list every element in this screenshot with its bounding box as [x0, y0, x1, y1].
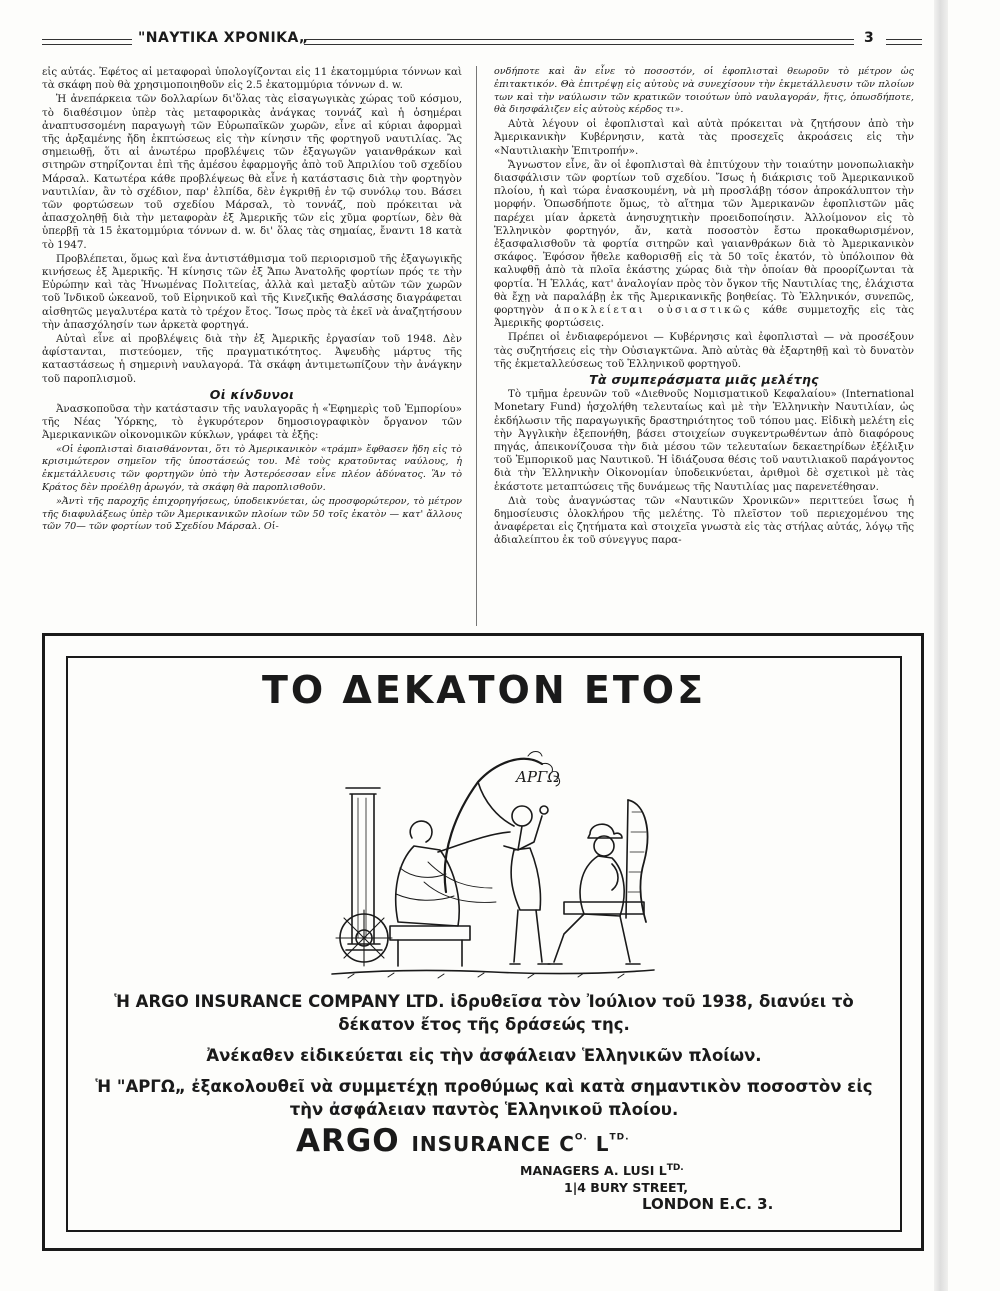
quoted-paragraph: «Οἱ ἐφοπλισταὶ διαισθάνονται, ὅτι τὸ Ἀμερικανικὸν «τράμπ» ἔφθασεν ἤδη εἰς τὸ κρισιμώτερον σημεῖον τῆς ὑποστάσεώς του. Μὲ τοὺς κρατοῦντας ναύλους, ἡ ἐκμετάλλευσις τῶν φορτηγῶν ὑπὸ τὴν Ἀστερόεσσαν εἶνε πλέον ἀδύνατος. Ἂν τὸ Κράτος δὲν προέλθῃ ἀρωγόν, τὰ σκάφη θὰ παροπλισθοῦν. [42, 443, 462, 494]
illustration-label: ΑΡΓΩ [516, 768, 560, 786]
brand-l: L [587, 1132, 610, 1156]
page-header [42, 30, 922, 52]
brand-rest: INSURANCE C [411, 1132, 575, 1156]
article-paragraph: Διὰ τοὺς ἀναγνώστας τῶν «Ναυτικῶν Χρονικῶν» περιττεύει ἴσως ἡ δημοσίευσις ὁλοκλήρου τῆς μελέτης. Τὸ πλεῖστον τοῦ περιεχομένου της ἀναφέρεται εἰς ζητήματα καὶ στοιχεῖα γνωστὰ εἰς τὰς στήλας αὐτάς, λόγῳ τῆς ἀδιαλείπτου ἐκ τοῦ σύνεγγυς παρα- [494, 494, 914, 547]
company-brand-name [296, 1123, 630, 1159]
header-rule-left [42, 39, 132, 45]
header-rule-middle [304, 39, 854, 45]
paragraph-text: Ἄγνωστον εἶνε, ἂν οἱ ἐφοπλισταὶ θὰ ἐπιτύχουν τὴν τοιαύτην μονοπωλιακὴν διασφάλισιν τῶν φορτίων τοῦ σχεδίου. Ἴσως ἡ διάκρισις τοῦ Ἀμερικανικοῦ πλοίου, ἡ καὶ τώρα ἐνασκουμένη, νὰ μὴ προσλάβῃ τόσον ἀπροκάλυπτον τὴν μορφήν. Ὁπωσδήποτε ὅμως, τὸ αἴτημα τῶν Ἀμερικανῶν ἐφοπλιστῶν μᾶς παρέχει μίαν ἀρκετὰ ἀνησυχητικὴν προειδοποίησιν. Ἀλλοίμονον εἰς τὸ Ἑλληνικὸν φορτηγόν, ἄν, κατὰ ποσοστὸν ἔστω προκαθωρισμένον, ἐξασφαλισθοῦν τὰ φορτία σιτηρῶν καὶ γαιανθράκων διὰ τὸ Ἀμερικανικὸν σκάφος. Ἐφόσον ἤθελε καθορισθῇ εἰς τὰ 50 τοῖς ἑκατόν, τὸ ὑπόλοιπον θὰ καλυφθῇ ἀπὸ τὰ πλοῖα ἑκάστης χώρας διὰ τὴν ὁποίαν θὰ προορίζωνται τὰ φορτία. Ἡ Ἑλλάς, κατ' ἀναλογίαν πρὸς τὸν ὄγκον τῆς Ναυτιλίας της, ἐλάχιστα θὰ ἔχῃ νὰ παραλάβῃ ἐκ τῆς Ἀμερικανικῆς βοηθείας. Τὸ Ἑλληνικόν, συνεπῶς, φορτηγὸν [494, 158, 914, 317]
emphasized-text: ἀποκλείεται οὐσιαστικῶς [554, 304, 752, 317]
page-number: 3 [864, 30, 874, 46]
article-paragraph: Αὐταὶ εἶνε αἱ προβλέψεις διὰ τὴν ἐξ Ἀμερικῆς ἐργασίαν τοῦ 1948. Δὲν ἀφίστανται, πιστεύομεν, τῆς πραγματικότητος. Ἀψευδὴς μάρτυς τῆς καταστάσεως ἡ σημερινὴ ναυλαγορά. Τὰ σκάφη ἀντιμετωπίζουν τὴν ἀνάγκην τοῦ παροπλισμοῦ. [42, 333, 462, 385]
address-line [520, 1160, 820, 1179]
address-sup: TD. [666, 1163, 684, 1173]
paragraph-text: κάθε συμμετοχῆς εἰς τὰς Ἀμερικῆς φορτώσεις. [494, 304, 914, 330]
advertisement-paragraph: Ἡ "ΑΡΓΩ„ ἐξακολουθεῖ νὰ συμμετέχῃ προθύμως καὶ κατὰ σημαντικὸν ποσοστὸν εἰς τὴν ἀσφάλειαν παντὸς Ἑλληνικοῦ πλοίου. [95, 1077, 873, 1119]
address-line: 1|4 BURY STREET, [564, 1180, 689, 1196]
address-text: MANAGERS A. LUSI L [520, 1163, 667, 1179]
brand-main: ARGO [296, 1123, 400, 1159]
article-paragraph: Πρέπει οἱ ἐνδιαφερόμενοι — Κυβέρνησις καὶ ἐφοπλισταὶ — νὰ προσέξουν τὰς συζητήσεις εἰς τὴν Οὐσιαγκτῶνα. Ἀπὸ αὐτὰς θὰ ἐξαρτηθῇ καὶ τὸ δυνατὸν τῆς ἐκμεταλλεύσεως τοῦ Ἑλληνικοῦ φορτηγοῦ. [494, 331, 914, 370]
advertisement-paragraph: Ἡ ARGO INSURANCE COMPANY LTD. ἱδρυθεῖσα τὸν Ἰούλιον τοῦ 1938, διανύει τὸ δέκατον ἔτος τῆς δράσεώς της. [114, 992, 854, 1034]
page-spine-shadow [934, 0, 948, 1291]
section-heading: Οἱ κίνδυνοι [209, 386, 295, 402]
article-paragraph: Αὐτὰ λέγουν οἱ ἐφοπλισταὶ καὶ αὐτὰ πρόκειται νὰ ζητήσουν ἀπὸ τὴν Ἀμερικανικὴν Κυβέρνησιν, κατὰ τὰς προσεχεῖς ἀκροάσεις εἰς τὴν «Ναυτιλιακὴν Ἐπιτροπήν». [494, 118, 914, 157]
advertisement-paragraph: Ἀνέκαθεν εἰδικεύεται εἰς τὴν ἀσφάλειαν Ἑλληνικῶν πλοίων. [206, 1046, 762, 1065]
article-paragraph: εἰς αὐτάς. Ἐφέτος αἱ μεταφοραὶ ὑπολογίζονται εἰς 11 ἑκατομμύρια τόννων καὶ τὰ σκάφη ποὺ θὰ χρησιμοποιηθοῦν εἰς 2.5 ἑκατομμύρια τόννων d. w. [42, 66, 462, 92]
publication-title: "ΝΑΥΤΙΚΑ ΧΡΟΝΙΚΑ„ [138, 30, 309, 46]
section-heading: Τὰ συμπεράσματα μιᾶς μελέτης [589, 372, 819, 388]
right-column [494, 66, 914, 549]
brand-sup: O. [574, 1132, 588, 1143]
argonaut-illustration [328, 742, 658, 982]
address-line: LONDON E.C. 3. [642, 1195, 774, 1214]
left-column [42, 66, 462, 535]
article-paragraph: Τὸ τμῆμα ἐρευνῶν τοῦ «Διεθνοῦς Νομισματικοῦ Κεφαλαίου» (International Monetary Fund) ἠσχολήθη τελευταίως καὶ μὲ τὴν Ἑλληνικὴν Ναυτιλίαν, ὡς ἐκδήλωσιν τῆς παραγωγικῆς δραστηριότητος τοῦ τόπου μας. Εἰδικὴ μελέτη εἰς τὴν Ἀγγλικὴν ἐξεπονήθη, βάσει στοιχείων συγκεντρωθέντων ἀπὸ διαφόρους πηγάς, ἀπεικονίζουσα τὴν διὰ μέσου τῶν τελευταίων δεκαετηρίδων ἐξέλιξιν τοῦ Ἐμπορικοῦ μας Ναυτικοῦ. Ἡ ἰδιάζουσα θέσις τοῦ ναυτιλιακοῦ παράγοντος διὰ τὴν Ἑλληνικὴν Οἰκονομίαν ὑποδεικνύεται, ἀριθμοὶ δὲ σχετικοὶ μὲ τὰς ἑκάστοτε μεταπτώσεις τῆς δυνάμεως τῆς Ναυτιλίας μας παρενετέθησαν. [494, 388, 914, 493]
article-paragraph: Ἡ ἀνεπάρκεια τῶν δολλαρίων δι'ὅλας τὰς εἰσαγωγικὰς χώρας τοῦ κόσμου, τὸ διαθέσιμον ὑπὲρ τὰς μεταφορικὰς ἀνάγκας τοννάζ καὶ ἡ ὁσημέραι ἀναπτυσσομένη παραγωγὴ τῶν Εὐρωπαϊκῶν χωρῶν, εἶνε αἱ κύριαι ἀφορμαὶ τῆς ἀρξαμένης ἤδη ἐκπτώσεως εἰς τὴν κίνησιν τῆς φορτηγοῦ ναυτιλίας. Ἂς σημειωθῇ, ὅτι αἱ ἀνωτέρω προβλέψεις τῶν ἐξαγωγῶν γαιανθράκων καὶ σιτηρῶν στηρίζονται ἐπὶ τῆς ἀμέσου ἐφαρμογῆς ἀπὸ τοῦ Ἀπριλίου τοῦ σχεδίου Μάρσαλ. Κατωτέρα κάθε προβλέψεως θὰ εἶνε ἡ κατάστασις διὰ τὴν φορτηγὸν ναυτιλίαν, ἂν τὸ σχέδιον, παρ' ἐλπίδα, δὲν ἐγκριθῇ ἐν τῷ συνόλῳ του. Βάσει τῶν φορτώσεων τοῦ σχεδίου Μάρσαλ, τὸ τοννάζ, ποὺ πρόκειται νὰ ἀπασχοληθῇ διὰ τὴν μεταφορὰν ἐξ Ἀμερικῆς τῶν εἰς χῦμα φορτίων, δὲν θὰ ὑπερβῇ τὰ 15 ἑκατομμύρια τόννων d. w. δι' ὅλας τὰς σημαίας, ἔναντι 18 κατὰ τὸ 1947. [42, 93, 462, 251]
article-paragraph: Ἀνασκοποῦσα τὴν κατάστασιν τῆς ναυλαγορᾶς ἡ «Ἐφημερὶς τοῦ Ἐμπορίου» τῆς Νέας Ὑόρκης, τὸ ἐγκυρότερον δημοσιογραφικὸν ὄργανον τῶν Ἀμερικανικῶν οἰκονομικῶν κύκλων, γράφει τὰ ἑξῆς: [42, 403, 462, 442]
advertisement-headline: ΤΟ ΔΕΚΑΤΟΝ ΕΤΟΣ [261, 668, 707, 712]
brand-sup: TD. [609, 1132, 630, 1143]
company-address [520, 1160, 820, 1213]
article-paragraph [494, 159, 914, 331]
quoted-paragraph: ονδήποτε καὶ ἂν εἶνε τὸ ποσοστόν, οἱ ἐφοπλισταὶ θεωροῦν τὸ μέτρον ὡς ἐπιτακτικόν. Θὰ ἐπιτρέψῃ εἰς αὐτοὺς νὰ συνεχίσουν τὴν ἐκμετάλλευσιν τῶν πλοίων των καὶ τὴν ναύλωσιν τῶν κρατικῶν τοιούτων ὑπὸ ναυλαγοράν, ἥτις, ὁπωσδήποτε, θὰ διησφάλιζεν εἰς αὐτοὺς κέρδος τι». [494, 66, 914, 116]
quoted-paragraph: »Ἀντὶ τῆς παροχῆς ἐπιχορηγήσεως, ὑποδεικνύεται, ὡς προσφορώτερον, τὸ μέτρον τῆς διαφυλάξεως ὑπὲρ τῶν Ἀμερικανικῶν πλοίων τῶν 50 τοῖς ἑκατὸν — κατ' ἄλλους τῶν 70— τῶν φορτίων τοῦ Σχεδίου Μάρσαλ. Οἱ- [42, 495, 462, 533]
advertisement-body [86, 990, 882, 1129]
header-rule-right [886, 39, 922, 45]
column-divider [476, 66, 477, 626]
article-paragraph: Προβλέπεται, ὅμως καὶ ἕνα ἀντιστάθμισμα τοῦ περιορισμοῦ τῆς ἐξαγωγικῆς κινήσεως ἐξ Ἀμερικῆς. Ἡ κίνησις τῶν ἐξ Ἄπω Ἀνατολῆς φορτίων πρός τε τὴν Εὐρώπην καὶ τὰς Ἡνωμένας Πολιτείας, ἀλλὰ καὶ μεταξὺ αὐτῶν τῶν χωρῶν τοῦ Ἰνδικοῦ ὠκεανοῦ, τοῦ Εἰρηνικοῦ καὶ τῆς Κινεζικῆς Θαλάσσης διαγράφεται αἰσθητῶς μεγαλυτέρα κατὰ τὸ τρέχον ἔτος. Ἴσως πρὸς τὰ ἐκεῖ νὰ ἀναζητήσουν τὴν ἀπασχόλησίν των ἀρκετὰ φορτηγά. [42, 252, 462, 331]
